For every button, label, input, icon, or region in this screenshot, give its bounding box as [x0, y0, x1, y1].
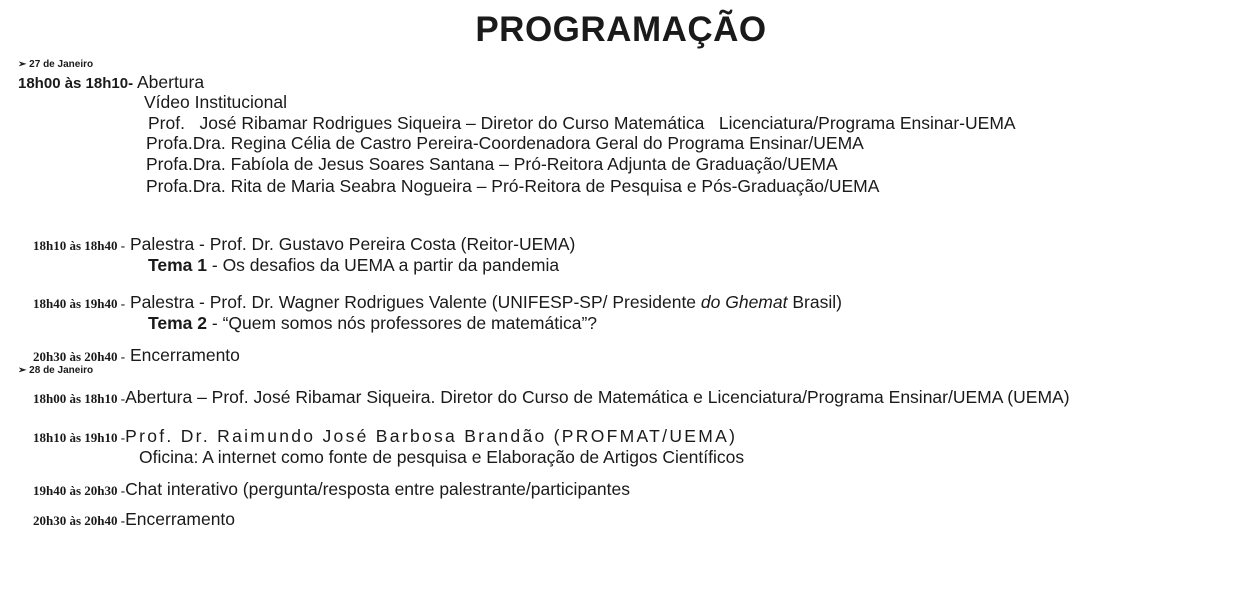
time-label: 18h10 às 18h40 - [33, 238, 126, 253]
day1-item3 [33, 292, 842, 314]
tema-line [148, 255, 559, 275]
day1-item2 [33, 234, 575, 256]
tema-label: Tema 2 [148, 313, 208, 333]
day2-date: ➢ 28 de Janeiro [18, 365, 94, 376]
page-title: PROGRAMAÇÃO [475, 10, 767, 49]
item-line: Oficina: A internet como fonte de pesquisa e Elaboração de Artigos Científicos [139, 447, 745, 467]
time-label: 19h40 às 20h30 - [33, 483, 126, 498]
day1-item4 [33, 345, 240, 367]
time-label: 18h10 às 19h10 - [33, 430, 126, 445]
item-text: Palestra - Prof. Dr. Wagner Rodrigues Valente (UNIFESP-SP/ Presidente [129, 292, 701, 312]
day1-date-text: 27 de Janeiro [29, 59, 94, 70]
item-text: Encerramento [125, 509, 236, 529]
time-label: 18h00 às 18h10 - [33, 391, 126, 406]
time-label: 20h30 às 20h40 - [33, 349, 126, 364]
day2-item3 [33, 479, 630, 501]
item-line: Profa.Dra. Fabíola de Jesus Soares Santana – Pró-Reitora Adjunta de Graduação/UEMA [146, 154, 838, 174]
item-text-end: Brasil) [787, 292, 842, 312]
tema-text: - Os desafios da UEMA a partir da pandemia [207, 255, 560, 275]
item-line: Profa.Dra. Rita de Maria Seabra Nogueira – Pró-Reitora de Pesquisa e Pós-Graduação/UEMA [146, 176, 880, 196]
day2-item2 [33, 426, 737, 448]
time-label: 18h00 às 18h10- [18, 75, 134, 92]
day2-item1 [33, 387, 1070, 409]
day1-item1 [18, 72, 204, 94]
item-line: Prof. José Ribamar Rodrigues Siqueira – Diretor do Curso Matemática Licenciatura/Programa Ensinar-UEMA [148, 113, 1016, 133]
day1-date: ➢ 27 de Janeiro [18, 59, 94, 70]
time-label: 18h40 às 19h40 - [33, 296, 126, 311]
tema-line [148, 313, 597, 333]
item-line: Vídeo Institucional [144, 92, 288, 112]
item-text: Chat interativo (pergunta/resposta entre palestrante/participantes [125, 479, 630, 499]
item-text: Abertura – Prof. José Ribamar Siqueira. Diretor do Curso de Matemática e Licenciatura/Programa Ensinar/UEMA (UEMA) [125, 387, 1070, 407]
time-label: 20h30 às 20h40 - [33, 513, 126, 528]
tema-text: - “Quem somos nós professores de matemática”? [207, 313, 598, 333]
item-text: Abertura [136, 72, 205, 92]
tema-label: Tema 1 [148, 255, 208, 275]
item-text: Prof. Dr. Raimundo José Barbosa Brandão (PROFMAT/UEMA) [125, 426, 738, 446]
day2-item4 [33, 509, 235, 531]
item-text: Encerramento [129, 345, 240, 365]
day2-date-text: 28 de Janeiro [29, 365, 94, 376]
item-line: Profa.Dra. Regina Célia de Castro Pereira-Coordenadora Geral do Programa Ensinar/UEMA [146, 133, 864, 153]
item-text: Palestra - Prof. Dr. Gustavo Pereira Costa (Reitor-UEMA) [129, 234, 576, 254]
item-text-italic: do Ghemat [700, 292, 788, 312]
